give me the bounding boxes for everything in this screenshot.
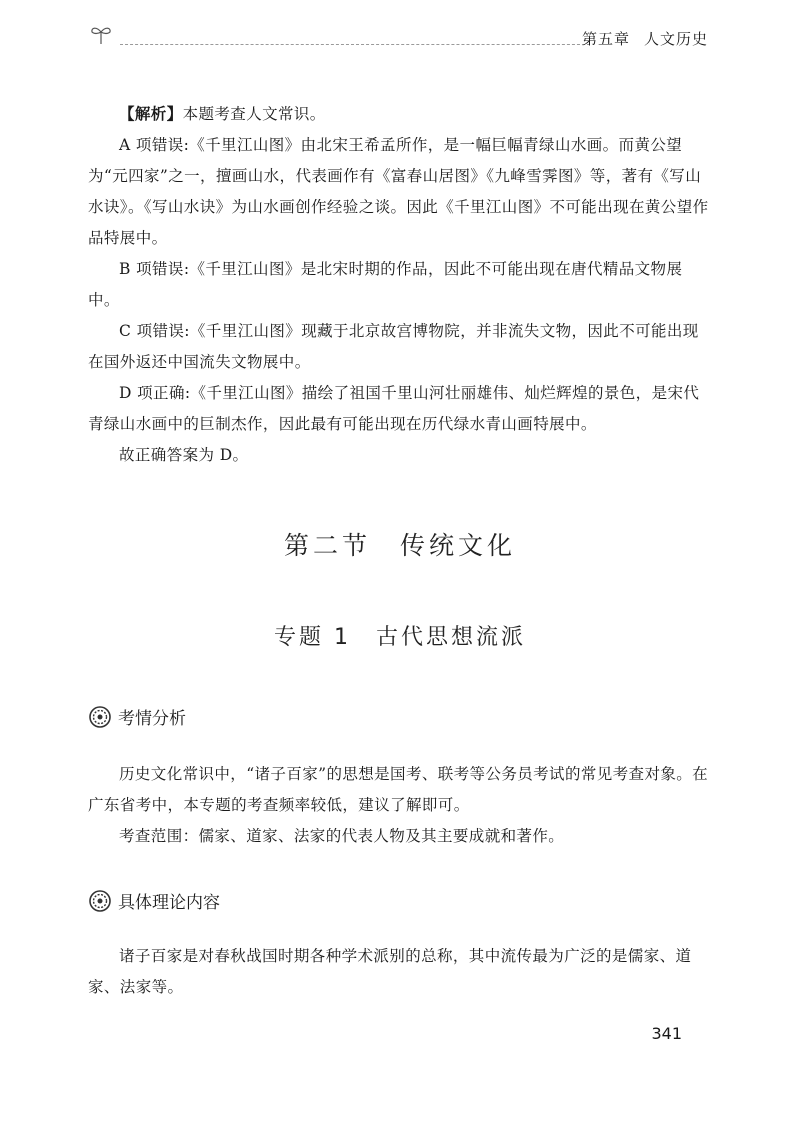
chapter-title: 人文历史 — [643, 30, 708, 48]
conclusion-text: 故正确答案为 D。 — [119, 446, 249, 464]
option-d-text: D 项正确:《千里江山图》描绘了祖国千里山河壮丽雄伟、灿烂辉煌的景色，是宋代青绿山水画中的巨制杰作，因此最有可能出现在历代绿水青山画特展中。 — [88, 384, 700, 433]
option-b-text: B 项错误:《千里江山图》是北宋时期的作品，因此不可能出现在唐代精品文物展中。 — [88, 260, 683, 309]
option-c-text: C 项错误:《千里江山图》现藏于北京故宫博物院，并非流失文物，因此不可能出现在国外返还中国流失文物展中。 — [88, 322, 699, 371]
option-a-text: A 项错误:《千里江山图》由北宋王希孟所作，是一幅巨幅青绿山水画。而黄公望为“元四家”之一，擅画山水，代表画作有《富春山居图》《九峰雪霁图》等，著有《写山水诀》。《写山水诀》为山水画创作经验之谈。因此《千里江山图》不可能出现在黄公望作品特展中。 — [88, 136, 709, 247]
exam-analysis-heading — [88, 704, 186, 729]
flower-emblem-icon — [88, 705, 112, 729]
flower-emblem-icon — [88, 889, 112, 913]
page-number: 341 — [651, 1024, 682, 1043]
exam-analysis-heading-text: 考情分析 — [118, 709, 186, 729]
exam-analysis-para1: 历史文化常识中，“诸子百家”的思想是国考、联考等公务员考试的常见考查对象。在广东省考中，本专题的考查频率较低，建议了解即可。 — [88, 765, 709, 814]
theory-block — [88, 941, 712, 1003]
chapter-number: 第五章 — [581, 30, 630, 48]
theory-heading — [88, 888, 220, 913]
theory-para1: 诸子百家是对春秋战国时期各种学术派别的总称，其中流传最为广泛的是儒家、道家、法家等。 — [88, 947, 692, 996]
exam-analysis-para2: 考查范围：儒家、道家、法家的代表人物及其主要成就和著作。 — [119, 827, 565, 845]
header-rule — [120, 44, 590, 45]
analysis-tag: 【解析】 — [119, 104, 183, 123]
exam-analysis-block — [88, 759, 712, 852]
section-title: 第二节 传统文化 — [283, 531, 516, 560]
analysis-block — [88, 98, 712, 471]
running-header — [88, 22, 708, 56]
chapter-label — [568, 28, 708, 49]
analysis-intro — [88, 98, 712, 130]
analysis-intro-text: 本题考查人文常识。 — [182, 105, 326, 123]
topic-title: 专题 1 古代思想流派 — [274, 625, 526, 650]
theory-heading-text: 具体理论内容 — [118, 893, 220, 913]
book-logo-icon — [88, 22, 114, 48]
